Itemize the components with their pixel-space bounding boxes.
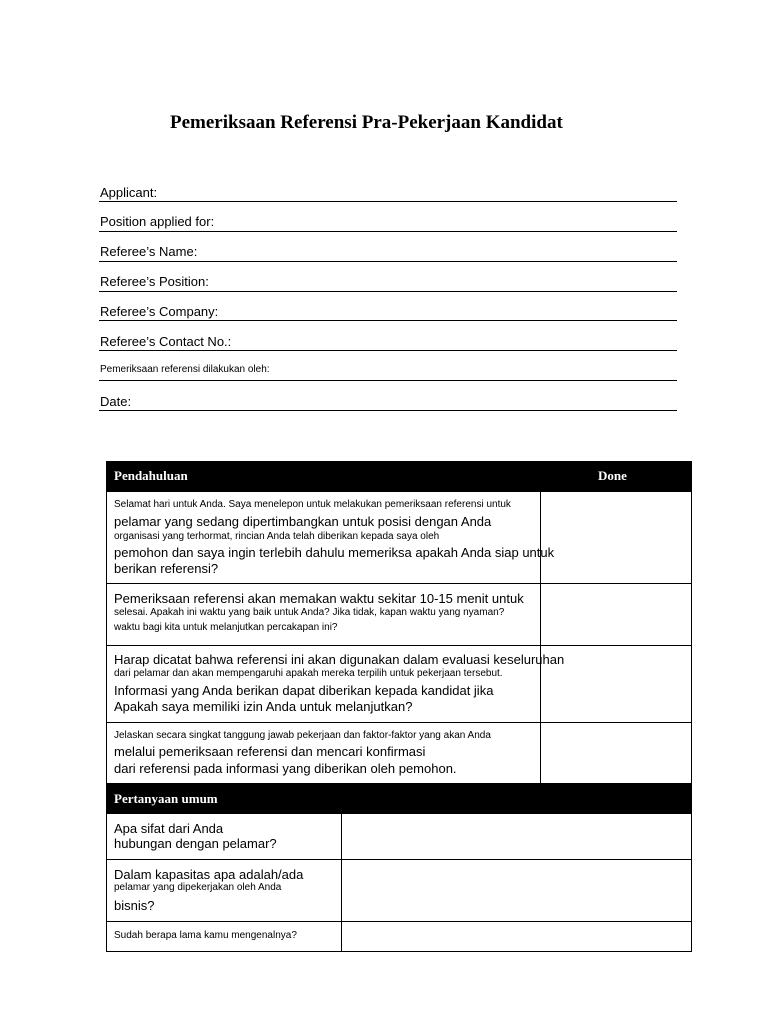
intro-row-text: selesai. Apakah ini waktu yang baik untuk Anda? Jika tidak, kapan waktu yang nyaman?: [114, 607, 505, 618]
intro-row-text: Informasi yang Anda berikan dapat diberikan kepada kandidat jika: [114, 683, 494, 698]
checked-by-field[interactable]: [99, 380, 677, 381]
referee-company-label: Referee’s Company:: [100, 304, 219, 319]
intro-row-text: pemohon dan saya ingin terlebih dahulu memeriksa apakah Anda siap untuk: [114, 545, 555, 560]
intro-row-text: Harap dicatat bahwa referensi ini akan digunakan dalam evaluasi keseluruhan: [114, 652, 565, 667]
intro-row-text: organisasi yang terhormat, rincian Anda telah diberikan kepada saya oleh: [114, 531, 440, 542]
applicant-field[interactable]: [99, 201, 677, 202]
intro-row-text: Pemeriksaan referensi akan memakan waktu sekitar 10-15 menit untuk: [114, 591, 524, 606]
question-text: Sudah berapa lama kamu mengenalnya?: [114, 930, 297, 941]
question-text: bisnis?: [114, 898, 155, 913]
referee-position-label: Referee’s Position:: [100, 274, 209, 289]
intro-row-text: Jelaskan secara singkat tanggung jawab pekerjaan dan faktor-faktor yang akan Anda: [114, 730, 491, 741]
question-text: hubungan dengan pelamar?: [114, 836, 277, 851]
intro-row-text: melalui pemeriksaan referensi dan mencari konfirmasi: [114, 744, 426, 759]
section-heading-introduction: Pendahuluan: [114, 468, 188, 483]
referee-contact-field[interactable]: [99, 350, 677, 351]
referee-name-field[interactable]: [99, 261, 677, 262]
position-applied-field[interactable]: [99, 231, 677, 232]
referee-position-field[interactable]: [99, 291, 677, 292]
done-cell-intro-4[interactable]: [541, 723, 691, 783]
question-text: pelamar yang dipekerjakan oleh Anda: [114, 882, 282, 893]
answer-cell-capacity[interactable]: [342, 860, 691, 921]
referee-company-field[interactable]: [99, 320, 677, 321]
referee-name-label: Referee’s Name:: [100, 244, 198, 259]
intro-row-text: pelamar yang sedang dipertimbangkan untuk posisi dengan Anda: [114, 514, 492, 529]
section-heading-general-questions: Pertanyaan umum: [114, 791, 218, 806]
question-text: Dalam kapasitas apa adalah/ada: [114, 867, 304, 882]
intro-row-text: dari referensi pada informasi yang diberikan oleh pemohon.: [114, 761, 457, 776]
done-column-heading: Done: [598, 468, 627, 483]
intro-row-text: waktu bagi kita untuk melanjutkan percakapan ini?: [114, 622, 338, 633]
answer-cell-relationship[interactable]: [342, 815, 691, 859]
question-text: Apa sifat dari Anda: [114, 821, 224, 836]
checked-by-label: Pemeriksaan referensi dilakukan oleh:: [100, 364, 270, 375]
intro-row-text: dari pelamar dan akan mempengaruhi apakah mereka terpilih untuk pekerjaan tersebut.: [114, 668, 503, 679]
page-title: Pemeriksaan Referensi Pra-Pekerjaan Kandidat: [170, 112, 563, 133]
date-field[interactable]: [99, 410, 677, 411]
done-cell-intro-1[interactable]: [541, 492, 691, 583]
intro-row-text: Apakah saya memiliki izin Anda untuk melanjutkan?: [114, 699, 413, 714]
referee-contact-label: Referee’s Contact No.:: [100, 334, 232, 349]
date-label: Date:: [100, 394, 132, 409]
position-applied-label: Position applied for:: [100, 214, 215, 229]
done-cell-intro-2[interactable]: [541, 584, 691, 645]
intro-row-text: Selamat hari untuk Anda. Saya menelepon untuk melakukan pemeriksaan referensi untuk: [114, 499, 511, 510]
intro-row-text: berikan referensi?: [114, 561, 219, 576]
applicant-label: Applicant:: [100, 185, 158, 200]
answer-cell-duration[interactable]: [342, 922, 691, 951]
